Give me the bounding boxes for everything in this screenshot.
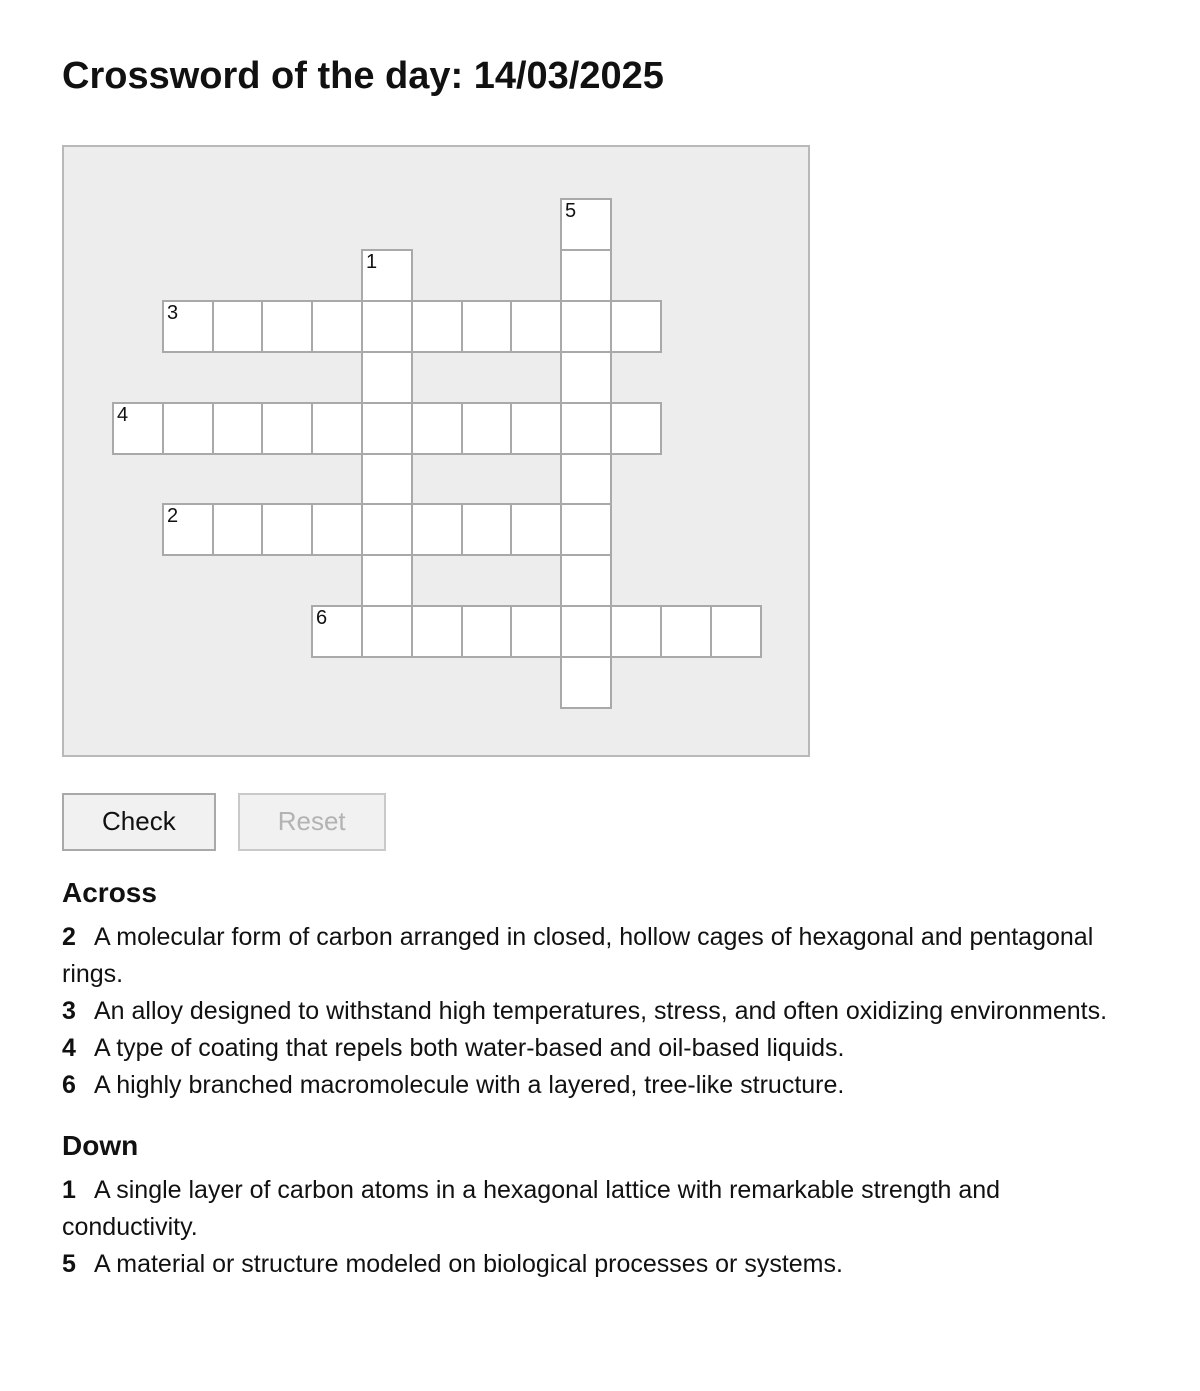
clue-text: An alloy designed to withstand high temperatures, stress, and often oxidizing environments.	[94, 996, 1108, 1025]
puzzle-board	[62, 145, 810, 757]
grid-cell[interactable]	[510, 503, 562, 556]
clue-number: 2	[62, 922, 76, 951]
clue-number: 6	[62, 1070, 76, 1099]
grid-cell[interactable]	[610, 605, 662, 658]
grid-cell[interactable]	[361, 605, 413, 658]
grid-cell[interactable]	[212, 402, 264, 455]
grid-cell[interactable]	[212, 300, 264, 353]
grid-cell[interactable]	[560, 300, 612, 353]
cell-number: 2	[167, 504, 179, 527]
grid-cell[interactable]	[610, 300, 662, 353]
grid-cell[interactable]	[361, 402, 413, 455]
grid-cell[interactable]	[461, 402, 513, 455]
grid-cell[interactable]	[560, 453, 612, 506]
grid-cell[interactable]	[461, 503, 513, 556]
clue-down-5	[62, 1246, 1138, 1283]
grid-cell[interactable]	[510, 402, 562, 455]
down-heading: Down	[62, 1129, 139, 1161]
clue-number: 4	[62, 1033, 76, 1062]
clue-text: A highly branched macromolecule with a layered, tree-like structure.	[94, 1070, 845, 1099]
grid-cell[interactable]	[510, 300, 562, 353]
grid-cell[interactable]	[411, 503, 463, 556]
clue-text: A type of coating that repels both water-based and oil-based liquids.	[94, 1033, 845, 1062]
grid-cell[interactable]	[560, 351, 612, 404]
clue-across-3	[62, 993, 1138, 1030]
grid-cell[interactable]	[560, 656, 612, 709]
page-title: Crossword of the day: 14/03/2025	[62, 55, 664, 97]
clue-text: A molecular form of carbon arranged in closed, hollow cages of hexagonal and pentagonal rings.	[62, 922, 1094, 988]
grid-cell[interactable]	[461, 605, 513, 658]
grid-cell[interactable]	[361, 503, 413, 556]
clue-across-6	[62, 1067, 1138, 1104]
grid-cell[interactable]	[261, 300, 313, 353]
clue-number: 3	[62, 996, 76, 1025]
grid-cell[interactable]	[361, 300, 413, 353]
cell-number: 1	[366, 250, 378, 273]
reset-button[interactable]: Reset	[238, 793, 386, 851]
grid-cell[interactable]	[162, 300, 214, 353]
grid-cell[interactable]	[610, 402, 662, 455]
grid-cell[interactable]	[411, 300, 463, 353]
grid-cell[interactable]	[660, 605, 712, 658]
grid-cell[interactable]	[461, 300, 513, 353]
grid-cell[interactable]	[361, 351, 413, 404]
grid-cell[interactable]	[261, 503, 313, 556]
button-row	[62, 793, 1138, 851]
clue-down-1	[62, 1172, 1138, 1246]
crossword-grid	[64, 147, 808, 755]
grid-cell[interactable]	[510, 605, 562, 658]
grid-cell[interactable]	[162, 402, 214, 455]
grid-cell[interactable]	[112, 402, 164, 455]
clue-text: A material or structure modeled on biological processes or systems.	[94, 1249, 843, 1278]
clue-across-2	[62, 919, 1138, 993]
clue-number: 1	[62, 1175, 76, 1204]
clues-across-section	[62, 877, 1138, 1104]
cell-number: 5	[565, 199, 577, 222]
grid-cell[interactable]	[361, 554, 413, 607]
clue-number: 5	[62, 1249, 76, 1278]
grid-cell[interactable]	[560, 605, 612, 658]
crossword-page	[62, 55, 1138, 1283]
cell-number: 3	[167, 301, 179, 324]
grid-cell[interactable]	[361, 249, 413, 302]
grid-cell[interactable]	[311, 605, 363, 658]
cell-number: 4	[117, 403, 129, 426]
grid-cell[interactable]	[710, 605, 762, 658]
grid-cell[interactable]	[311, 402, 363, 455]
grid-cell[interactable]	[361, 453, 413, 506]
grid-cell[interactable]	[162, 503, 214, 556]
across-heading: Across	[62, 876, 157, 908]
grid-cell[interactable]	[411, 605, 463, 658]
clue-text: A single layer of carbon atoms in a hexagonal lattice with remarkable strength and conductivity.	[62, 1175, 1001, 1241]
grid-cell[interactable]	[411, 402, 463, 455]
clues-down-section	[62, 1130, 1138, 1283]
grid-cell[interactable]	[560, 554, 612, 607]
check-button[interactable]: Check	[62, 793, 216, 851]
grid-cell[interactable]	[311, 300, 363, 353]
cell-number: 6	[316, 606, 328, 629]
grid-cell[interactable]	[311, 503, 363, 556]
grid-cell[interactable]	[261, 402, 313, 455]
grid-cell[interactable]	[560, 503, 612, 556]
grid-cell[interactable]	[560, 402, 612, 455]
grid-cell[interactable]	[212, 503, 264, 556]
grid-cell[interactable]	[560, 249, 612, 302]
clue-across-4	[62, 1030, 1138, 1067]
grid-cell[interactable]	[560, 198, 612, 251]
